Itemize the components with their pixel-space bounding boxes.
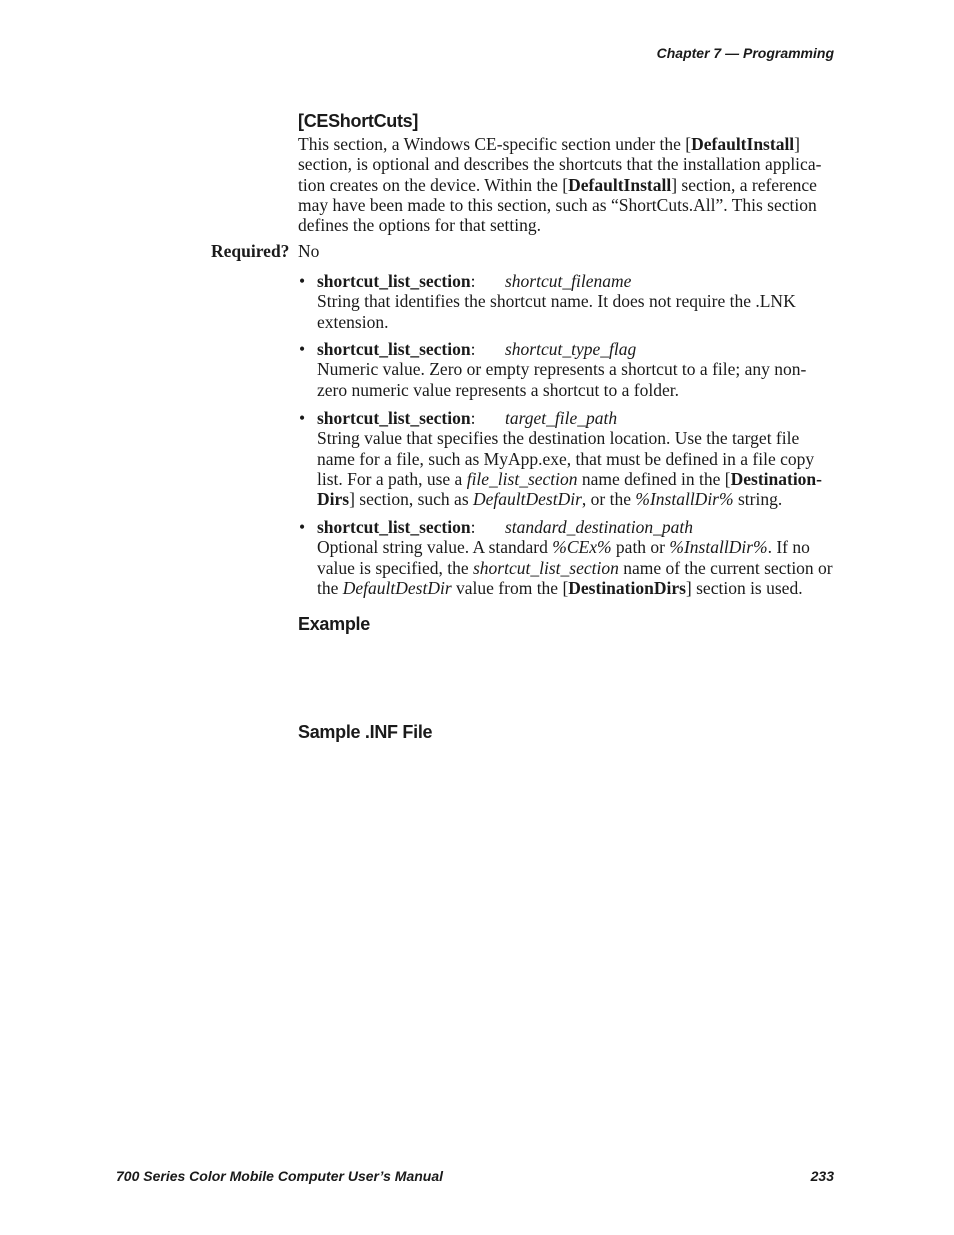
text-run: name of the current section or [618, 557, 833, 578]
text-run: string. [733, 489, 783, 510]
option-colon: : [470, 339, 476, 359]
sample-inf-heading: Sample .INF File [298, 722, 433, 742]
text-run: %InstallDir% [669, 537, 768, 558]
option-key: shortcut_list_section [317, 339, 471, 359]
option-signature [317, 271, 842, 291]
intro-line [298, 175, 843, 195]
bullet: • [299, 271, 306, 291]
required-value: No [298, 241, 320, 261]
option-item [317, 339, 842, 400]
option-key: shortcut_list_section [317, 408, 471, 428]
option-colon: : [470, 517, 476, 537]
text-run: Optional string value. A standard [317, 537, 553, 558]
option-desc-line [317, 380, 842, 400]
bullet: • [299, 408, 306, 428]
text-run: value from the [ [451, 577, 569, 598]
intro-line [298, 154, 843, 174]
section-intro [298, 134, 843, 235]
text-run: section, is optional and describes the shortcuts that the installation applica- [298, 154, 822, 175]
text-run: DefaultDestDir [342, 577, 452, 598]
option-colon: : [470, 408, 476, 428]
footer-page-number: 233 [810, 1168, 834, 1184]
option-signature [317, 517, 842, 537]
option-key: shortcut_list_section [317, 517, 471, 537]
text-run: ] [794, 134, 800, 154]
intro-line [298, 195, 843, 215]
text-run: DefaultInstall [568, 174, 672, 195]
option-item [317, 408, 842, 509]
text-run: file_list_section [466, 468, 578, 489]
option-desc-line [317, 449, 842, 469]
text-run: Numeric value. Zero or empty represents a shortcut to a file; any non- [317, 359, 807, 380]
option-desc-line [317, 428, 842, 448]
text-run: Destination- [730, 468, 822, 489]
option-desc-line [317, 489, 842, 509]
option-signature [317, 408, 842, 428]
intro-line [298, 134, 843, 154]
text-run: may have been made to this section, such as “ShortCuts.All”. This section [298, 194, 817, 215]
option-desc-line [317, 291, 842, 311]
bullet: • [299, 339, 306, 359]
text-run: tion creates on the device. Within the [ [298, 174, 569, 195]
text-run: String that identifies the shortcut name. It does not require the .LNK [317, 291, 796, 312]
option-signature [317, 339, 842, 359]
footer-manual-title: 700 Series Color Mobile Computer User’s Manual [116, 1168, 444, 1184]
text-run: name defined in the [ [577, 468, 731, 489]
text-run: path or [611, 537, 670, 558]
text-run: name for a file, such as MyApp.exe, that must be defined in a file copy [317, 448, 815, 469]
required-label: Required? [211, 241, 290, 261]
option-value: shortcut_type_flag [505, 339, 637, 359]
running-header: Chapter 7 — Programming [656, 45, 834, 61]
example-heading: Example [298, 614, 370, 634]
option-desc-line [317, 537, 842, 557]
option-item [317, 517, 842, 598]
text-run: . If no [767, 537, 810, 558]
text-run: DefaultInstall [691, 134, 795, 154]
option-colon: : [470, 271, 476, 291]
text-run: DefaultDestDir [473, 489, 582, 510]
text-run: This section, a Windows CE-specific section under the [ [298, 134, 692, 154]
text-run: defines the options for that setting. [298, 215, 542, 236]
option-key: shortcut_list_section [317, 271, 471, 291]
text-run: %InstallDir% [635, 489, 734, 510]
text-run: zero numeric value represents a shortcut to a folder. [317, 379, 680, 400]
option-value: shortcut_filename [505, 271, 632, 291]
text-run: Dirs [317, 489, 350, 510]
text-run: String value that specifies the destination location. Use the target file [317, 428, 800, 449]
text-run: DestinationDirs [568, 577, 686, 598]
option-item [317, 271, 842, 332]
text-run: , or the [581, 489, 636, 510]
text-run: the [317, 577, 343, 598]
option-desc-line [317, 558, 842, 578]
text-run: ] section, a reference [671, 174, 817, 195]
option-desc-line [317, 469, 842, 489]
option-value: target_file_path [505, 408, 618, 428]
text-run: value is specified, the [317, 557, 473, 578]
intro-line [298, 215, 843, 235]
option-desc-line [317, 312, 842, 332]
section-title: [CEShortCuts] [298, 111, 419, 131]
option-value: standard_destination_path [505, 517, 693, 537]
bullet: • [299, 517, 306, 537]
option-desc-line [317, 359, 842, 379]
text-run: ] section is used. [685, 577, 803, 598]
text-run: shortcut_list_section [473, 557, 619, 578]
text-run: ] section, such as [349, 489, 474, 510]
text-run: %CEx% [552, 537, 612, 558]
text-run: extension. [317, 311, 389, 332]
text-run: list. For a path, use a [317, 468, 467, 489]
option-desc-line [317, 578, 842, 598]
